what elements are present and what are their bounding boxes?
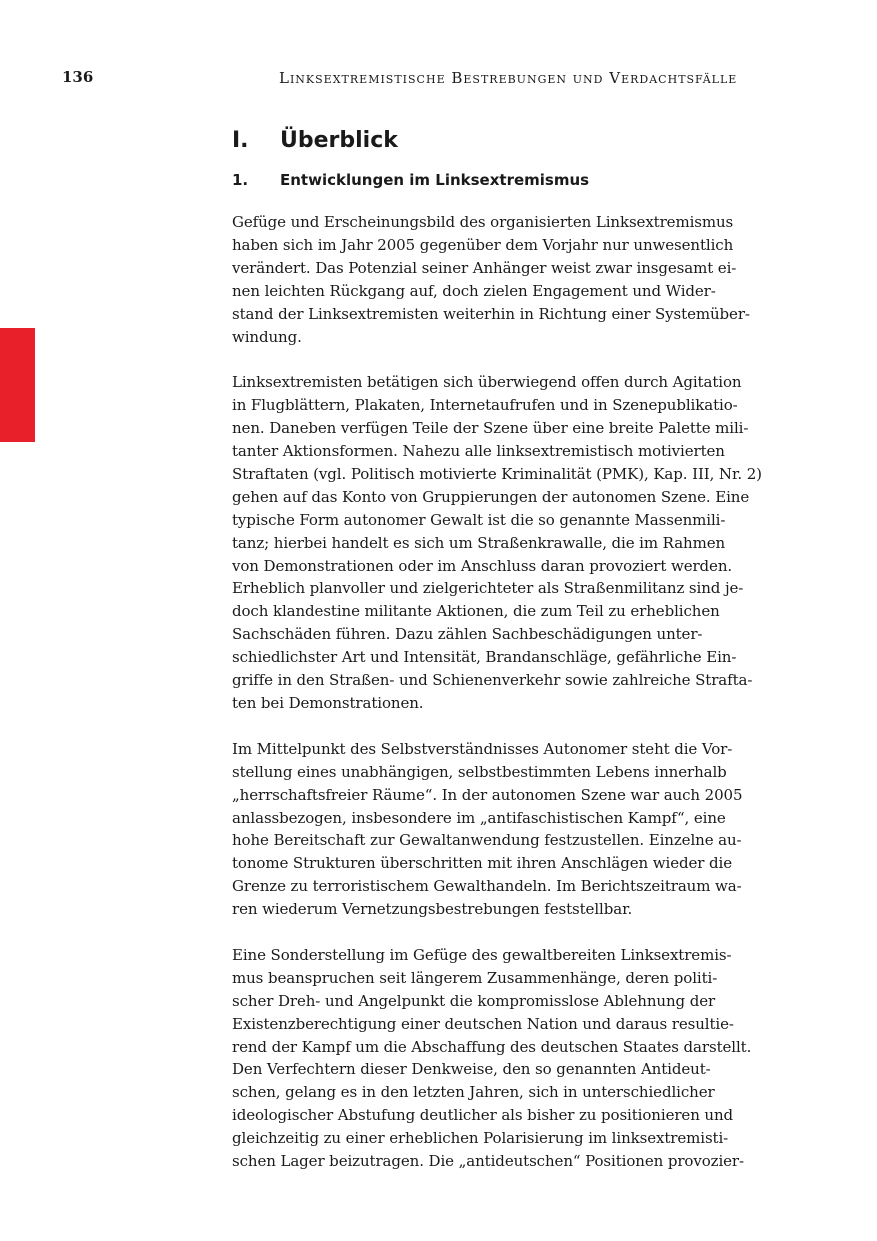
subsection-heading	[232, 168, 784, 192]
subsection-number: 1.	[232, 171, 249, 189]
section-number: I.	[232, 128, 249, 153]
section-title: Überblick	[280, 128, 398, 153]
section-heading	[232, 126, 784, 156]
page-number: 136	[62, 68, 94, 86]
subsection-title: Entwicklungen im Linksextremismus	[280, 171, 590, 189]
paragraph-1: Gefüge und Erscheinungsbild des organisierten Linksextremismus haben sich im Jahr 2005 gegenüber dem Vorjahr nur unwesentlich verändert. Das Potenzial seiner Anhänger weist zwar insgesamt ei- nen leichten Rückgang auf, doch zielen Engagement und Wider- stand der Linksextremisten weiterhin in Richtung einer Systemüber- windung.	[232, 213, 750, 346]
main-content	[232, 126, 784, 1173]
running-head: Linksextremistische Bestrebungen und Verdachtsfälle	[279, 69, 738, 87]
chapter-marker-tab	[0, 328, 35, 442]
paragraph-2: Linksextremisten betätigen sich überwiegend offen durch Agitation in Flugblättern, Plakaten, Internetaufrufen und in Szenepublikatio- nen. Daneben verfügen Teile der Szene über eine breite Palette mili- tanter Aktionsformen. Nahezu alle linksextremistisch motivierten Straftaten (vgl. Politisch motivierte Kriminalität (PMK), Kap. III, Nr. 2) gehen auf das Konto von Gruppierungen der autonomen Szene. Eine typische Form autonomer Gewalt ist die so genannte Massenmili- tanz; hierbei handelt es sich um Straßenkrawalle, die im Rahmen von Demonstrationen oder im Anschluss daran provoziert werden. Erheblich planvoller und zielgerichteter als Straßenmilitanz sind je- doch klandestine militante Aktionen, die zum Teil zu erheblichen Sachschäden führen. Dazu zählen Sachbeschädigungen unter- schiedlichster Art und Intensität, Brandanschläge, gefährliche Ein- griffe in den Straßen- und Schienenverkehr sowie zahlreiche Strafta- ten bei Demonstrationen.	[232, 373, 762, 713]
paragraph-4: Eine Sonderstellung im Gefüge des gewaltbereiten Linksextremis- mus beanspruchen seit längerem Zusammenhänge, deren politi- scher Dreh- und Angelpunkt die kompromisslose Ablehnung der Existenzberechtigung einer deutschen Nation und daraus resultie- rend der Kampf um die Abschaffung des deutschen Staates darstellt. Den Verfechtern dieser Denkweise, den so genannten Antideut- schen, gelang es in den letzten Jahren, sich in unterschiedlicher ideologischer Abstufung deutlicher als bisher zu positionieren und gleichzeitig zu einer erheblichen Polarisierung im linksextremisti- schen Lager beizutragen. Die „antideutschen“ Positionen provozier-	[232, 945, 752, 1171]
paragraph-3: Im Mittelpunkt des Selbstverständnisses Autonomer steht die Vor- stellung eines unabhängigen, selbstbestimmten Lebens innerhalb „herrschaftsfreier Räume“. In der autonomen Szene war auch 2005 anlassbezogen, insbesondere im „antifaschistischen Kampf“, eine hohe Bereitschaft zur Gewaltanwendung festzustellen. Einzelne au- tonome Strukturen überschritten mit ihren Anschlägen wieder die Grenze zu terroristischem Gewalthandeln. Im Berichtszeitraum wa- ren wiederum Vernetzungsbestrebungen feststellbar.	[232, 739, 743, 919]
